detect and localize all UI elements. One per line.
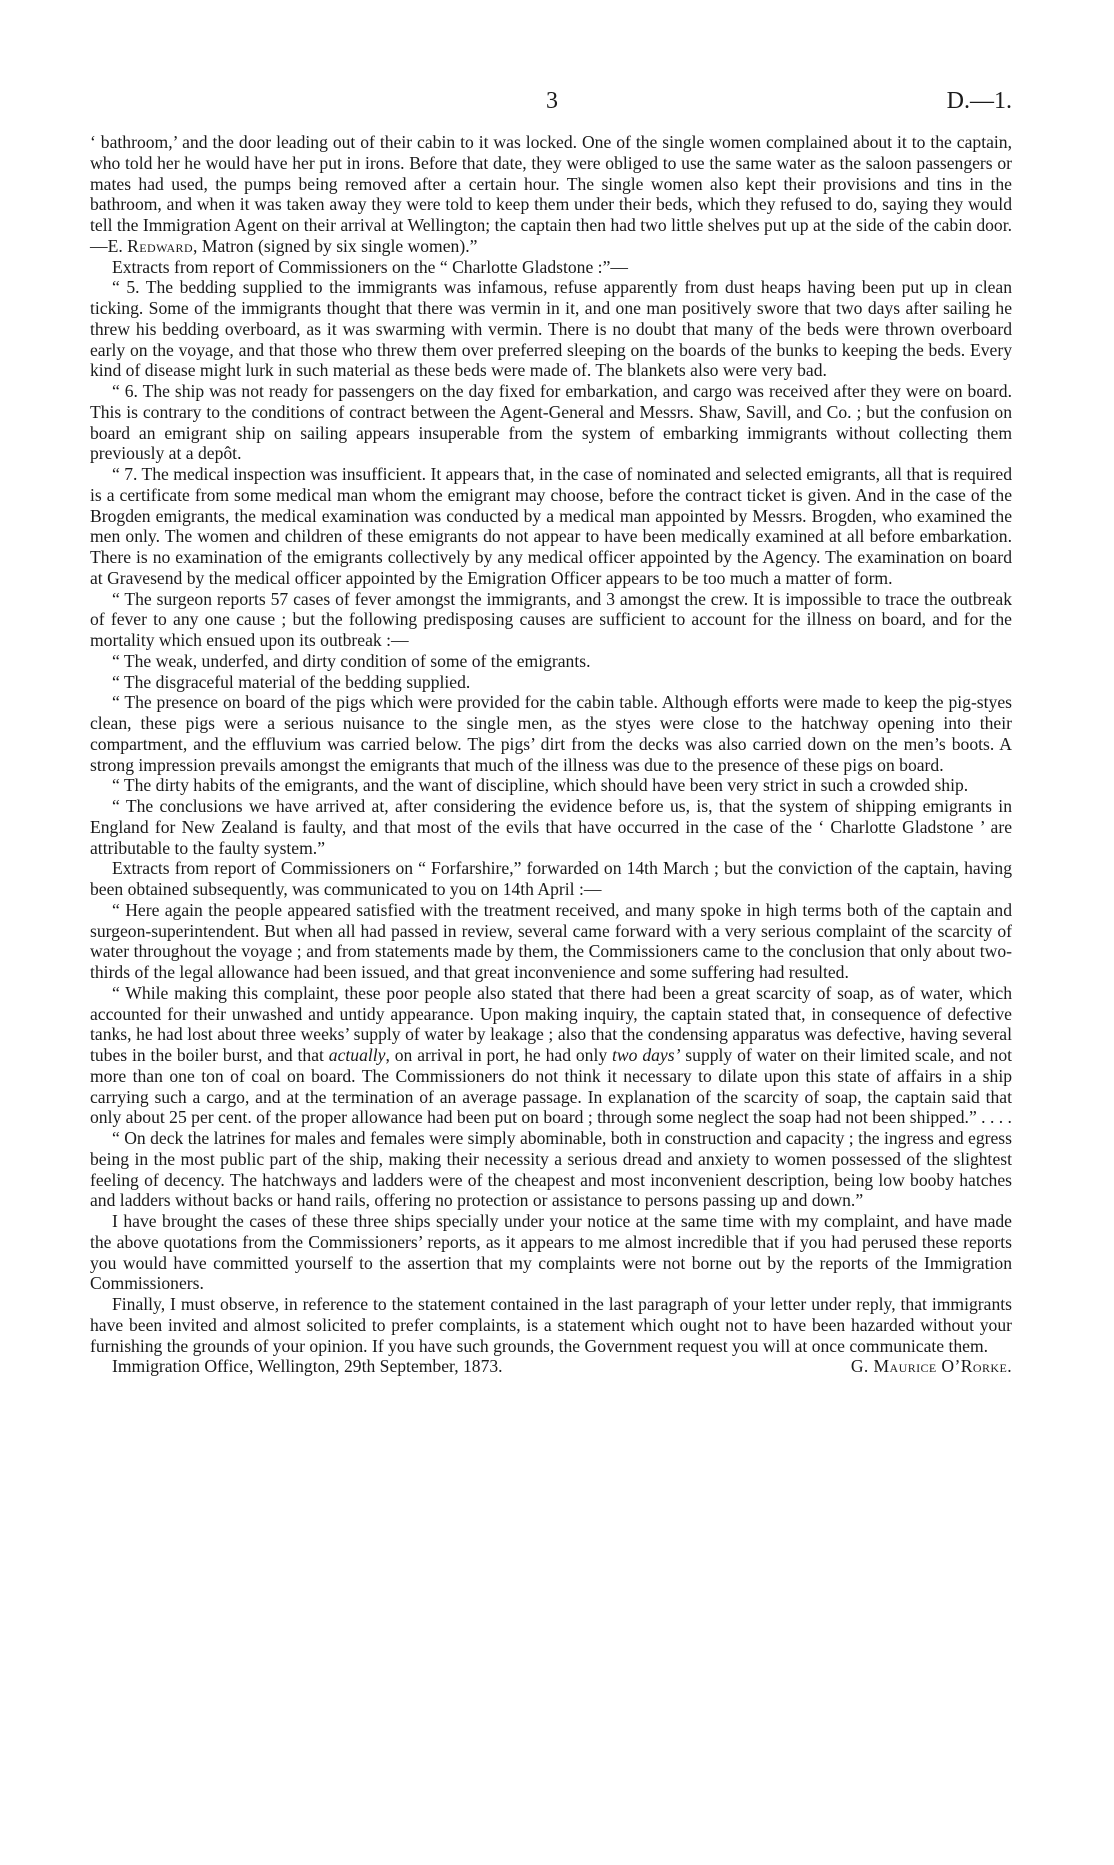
paragraph-6: “ The surgeon reports 57 cases of fever amongst the immigrants, and 3 amongst the crew. It is impossible to trace the outbreak of fever to any one cause ; but the following predisposing causes are sufficient to account for the illness on board, and for the mortality which ensued upon its outbreak :—: [90, 588, 1012, 650]
paragraph-8: “ The disgraceful material of the bedding supplied.: [112, 671, 471, 692]
paragraph-2: Extracts from report of Commissioners on the “ Charlotte Gladstone :”—: [112, 256, 628, 277]
paragraph-14: “ While making this complaint, these poor people also stated that there had been a great scarcity of soap, as of water, which accounted for their unwashed and untidy appearance. Upon making inquiry, the captain stated that, in consequence of defective tanks, he had lost about three weeks’ supply of water by leakage ; also that the condensing apparatus was defective, having several tubes in the boiler burst, and that actually, on arrival in port, he had only two days’ supply of water on their limited scale, and not more than one ton of coal on board. The Commissioners do not think it necessary to dilate upon this state of affairs in a ship carrying such a cargo, and at the termination of an average passage. In explanation of the scarcity of soap, the captain said that only about 25 per cent. of the proper allowance had been put on board ; through some neglect the soap had not been shipped.” . . . .: [90, 982, 1013, 1128]
document-id: D.—1.: [946, 88, 1012, 114]
paragraph-15: “ On deck the latrines for males and females were simply abominable, both in construction and capacity ; the ingress and egress being in the most public part of the ship, making their necessity a serious dread and anxiety to women possessed of the slightest feeling of decency. The hatchways and ladders were of the cheapest and most inconvenient description, being low booby hatches and ladders without backs or hand rails, offering no protection or assistance to persons passing up and down.”: [90, 1128, 1012, 1211]
paragraph-7: “ The weak, underfed, and dirty condition of some of the emigrants.: [112, 650, 591, 671]
document-page: [90, 88, 1012, 1377]
paragraph-13: “ Here again the people appeared satisfied with the treatment received, and many spoke in high terms both of the captain and surgeon-superintendent. But when all had passed in review, several came forward with a very serious complaint of the scarcity of water throughout the voyage ; and from statements made by them, the Commissioners came to the conclusion that only about two-thirds of the legal allowance had been issued, and that great inconvenience and some suffering had resulted.: [90, 899, 1012, 982]
paragraph-12: Extracts from report of Commissioners on “ Forfarshire,” forwarded on 14th March ; but the conviction of the captain, having been obtained subsequently, was communicated to you on 14th April :—: [90, 858, 1012, 899]
paragraph-5: “ 7. The medical inspection was insufficient. It appears that, in the case of nominated and selected emigrants, all that is required is a certificate from some medical man whom the emigrant may choose, before the contract ticket is given. And in the case of the Brogden emigrants, the medical examination was conducted by a medical man appointed by Messrs. Brogden, who examined the men only. The women and children of these emigrants do not appear to have been medically examined at all before embarkation. There is no examination of the emigrants collectively by any medical officer appointed by the Agency. The examination on board at Gravesend by the medical officer appointed by the Emigration Officer appears to be too much a matter of form.: [90, 464, 1012, 588]
paragraph-1: ‘ bathroom,’ and the door leading out of their cabin to it was locked. One of the single women complained about it to the captain, who told her he would have her put in irons. Before that date, they were obliged to use the same water as the saloon passengers or mates had used, the pumps being removed after a certain hour. The single women also kept their provisions and tins in the bathroom, and when it was taken away they were told to keep them under their beds, which they refused to do, saying they would tell the Immigration Agent on their arrival at Wellington; the captain then had two little shelves put up at the side of the cabin door.—E. Redward, Matron (signed by six single women).”: [90, 132, 1012, 256]
place-date: Immigration Office, Wellington, 29th September, 1873.: [112, 1356, 503, 1377]
paragraph-4: “ 6. The ship was not ready for passengers on the day fixed for embarkation, and cargo was received after they were on board. This is contrary to the conditions of contract between the Agent-General and Messrs. Shaw, Savill, and Co. ; but the confusion on board an emigrant ship on sailing appears insuperable from the system of embarking immigrants without collecting them previously at a depôt.: [90, 381, 1012, 464]
page-header: [90, 88, 1012, 132]
page-number: 3: [546, 88, 558, 114]
paragraph-11: “ The conclusions we have arrived at, after considering the evidence before us, is, that the system of shipping emigrants in England for New Zealand is faulty, and that most of the evils that have occurred in the case of the ‘ Charlotte Gladstone ’ are attributable to the faulty system.”: [90, 796, 1012, 858]
paragraph-9: “ The presence on board of the pigs which were provided for the cabin table. Although efforts were made to keep the pig-styes clean, these pigs were a serious nuisance to the single men, as the styes were close to the hatchway opening into their compartment, and the effluvium was carried below. The pigs’ dirt from the decks was also carried down on the men’s boots. A strong impression prevails amongst the emigrants that much of the illness was due to the presence of these pigs on board.: [90, 692, 1012, 775]
paragraph-16: I have brought the cases of these three ships specially under your notice at the same time with my complaint, and have made the above quotations from the Commissioners’ reports, as it appears to me almost incredible that if you had perused these reports you would have committed yourself to the assertion that my complaints were not borne out by the reports of the Immigration Commissioners.: [90, 1211, 1012, 1294]
signature-line: [90, 1356, 1012, 1377]
matron-name: Redward: [127, 235, 194, 256]
paragraph-17: Finally, I must observe, in reference to the statement contained in the last paragraph of your letter under reply, that immigrants have been invited and almost solicited to prefer complaints, is a statement which ought not to have been hazarded without your furnishing the grounds of your opinion. If you have such grounds, the Government request you will at once communicate them.: [90, 1294, 1012, 1356]
paragraph-3: “ 5. The bedding supplied to the immigrants was infamous, refuse apparently from dust heaps having been put up in clean ticking. Some of the immigrants thought that there was vermin in it, and one man positively swore that two days after sailing he threw his bedding overboard, as it was swarming with vermin. There is no doubt that many of the beds were thrown overboard early on the voyage, and that those who threw them over preferred sleeping on the boards of the bunks to keeping the beds. Every kind of disease might lurk in such material as these beds were made of. The blankets also were very bad.: [90, 277, 1012, 381]
signatory: G. Maurice O’Rorke.: [850, 1356, 1012, 1377]
paragraph-10: “ The dirty habits of the emigrants, and the want of discipline, which should have been very strict in such a crowded ship.: [112, 775, 969, 796]
